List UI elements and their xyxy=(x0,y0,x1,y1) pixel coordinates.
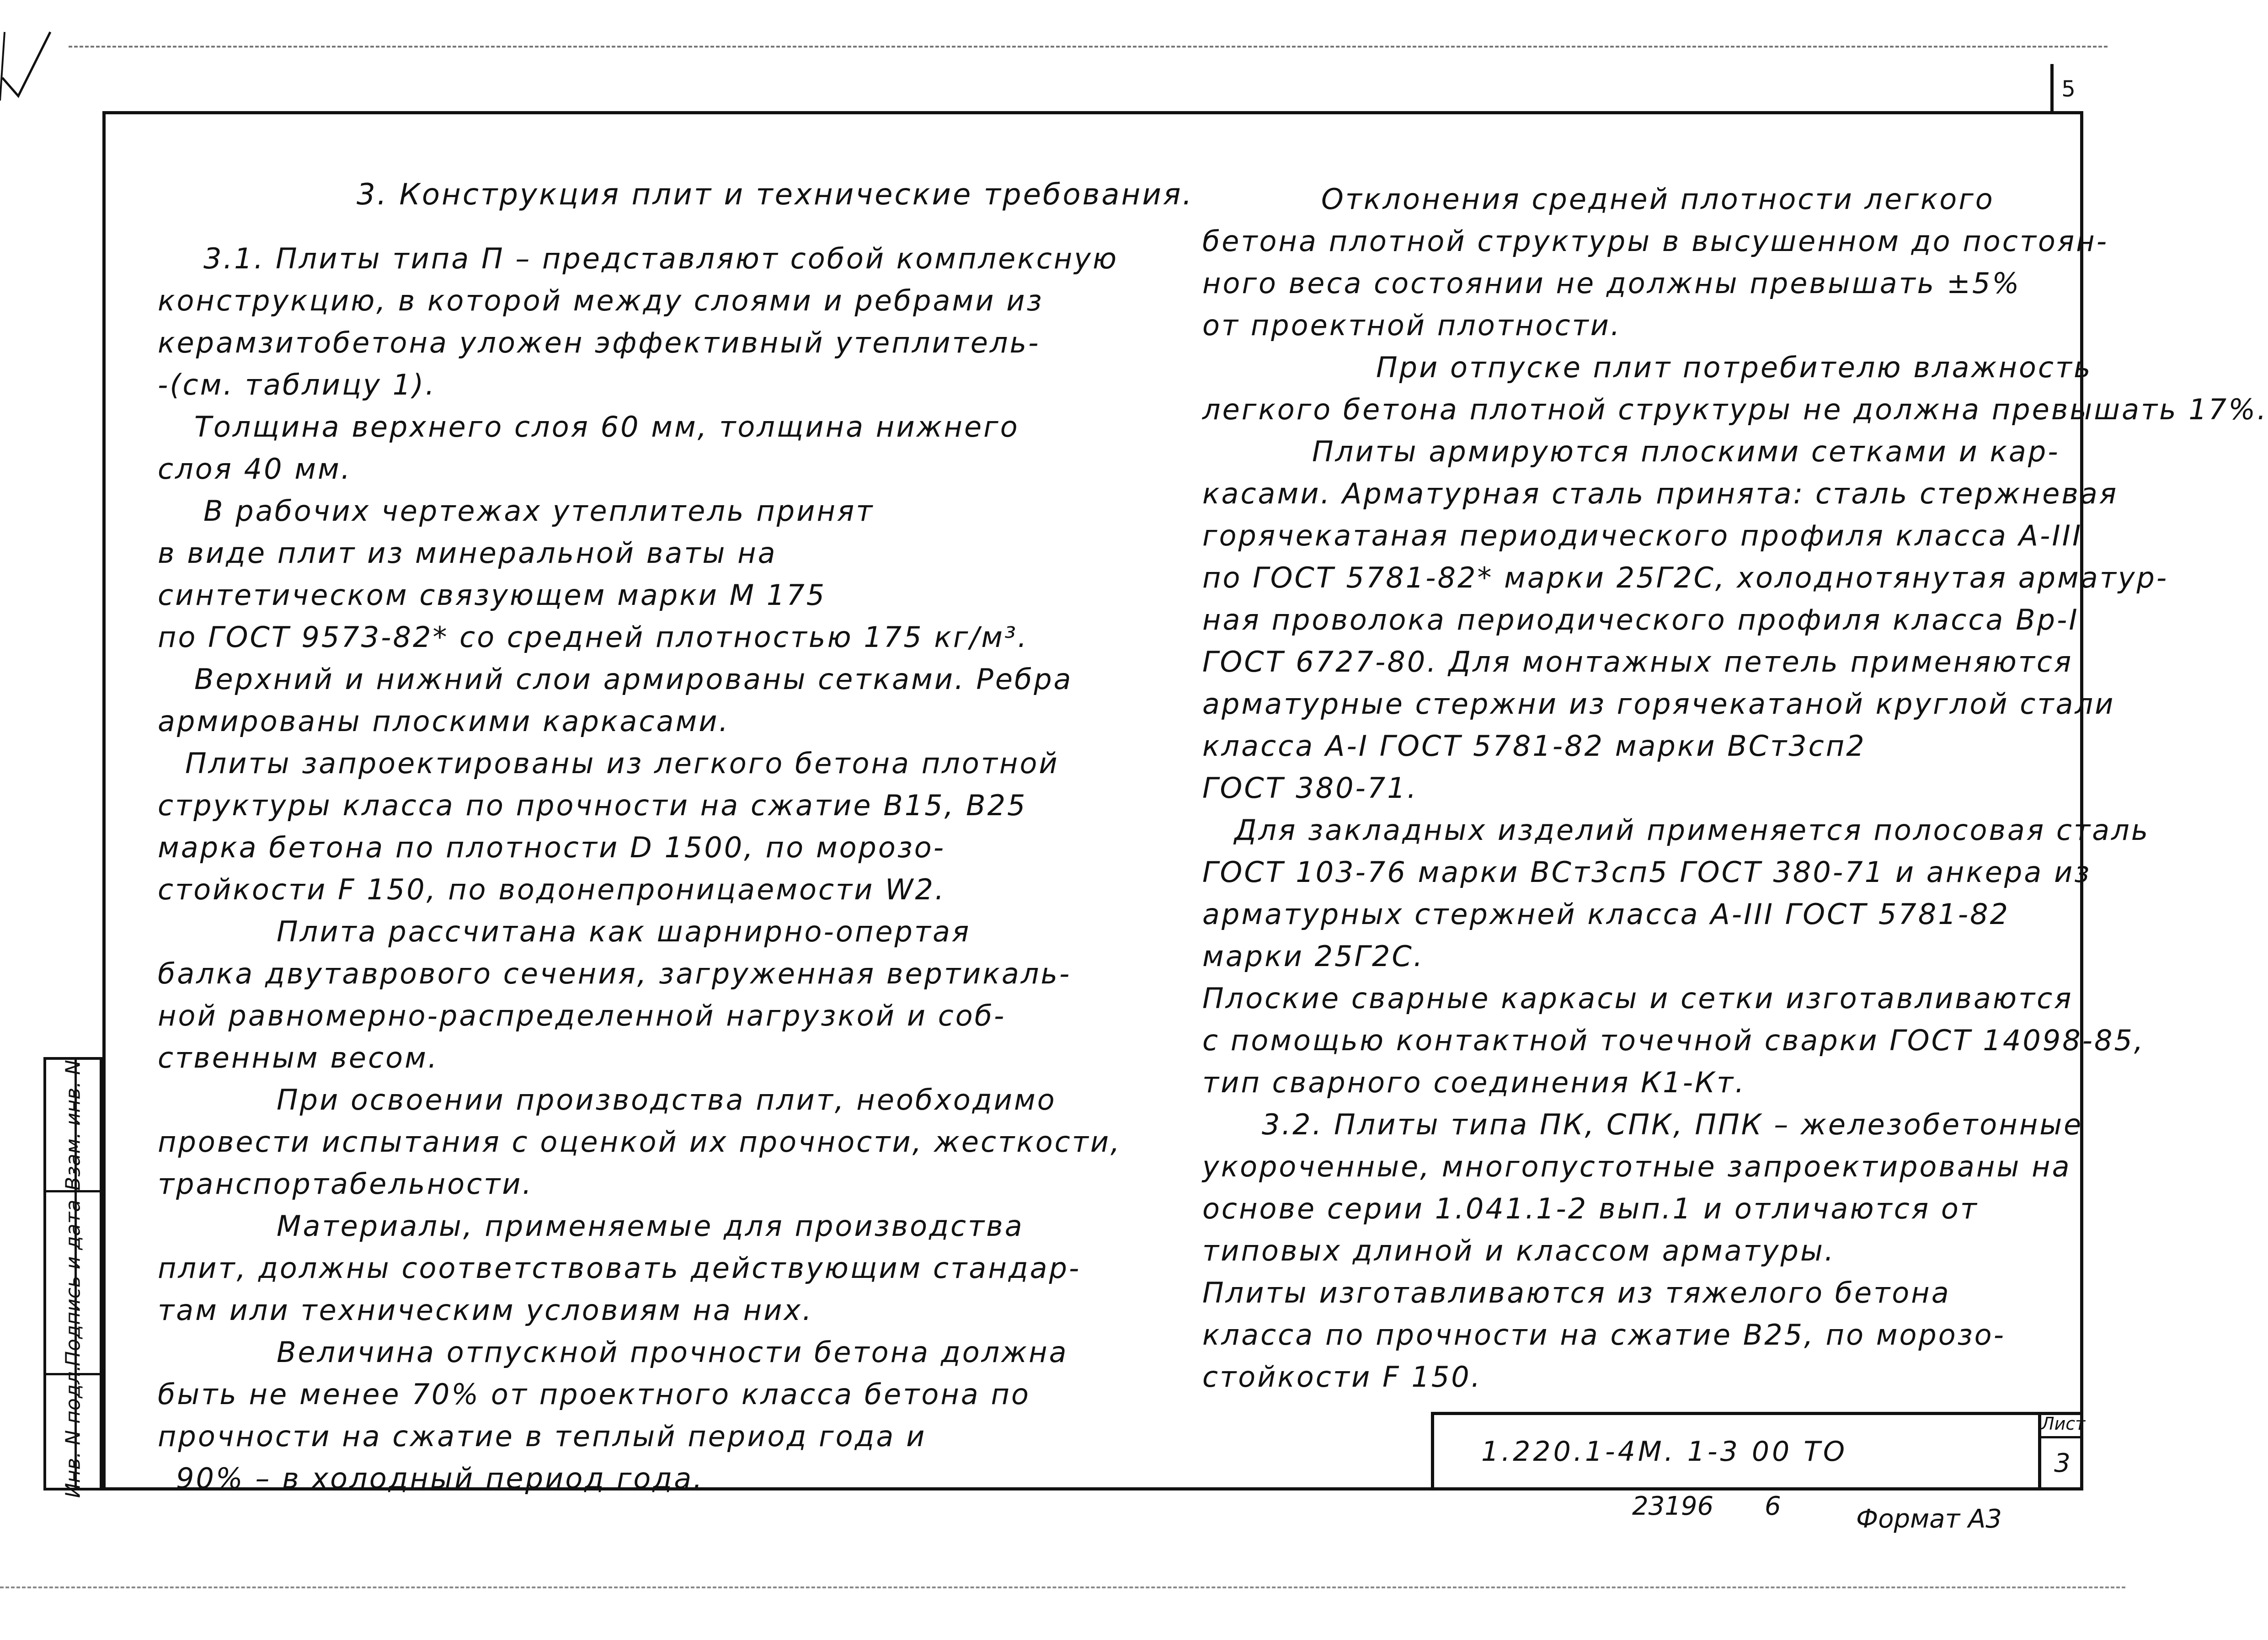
side-cell-signature xyxy=(46,1192,100,1375)
right-line: ГОСТ 6727-80. Для монтажных петель применяются xyxy=(1202,645,2073,678)
right-line: арматурные стержни из горячекатаной круглой стали xyxy=(1202,687,2115,721)
left-line: слоя 40 мм. xyxy=(158,452,352,486)
left-line: транспортабельности. xyxy=(158,1167,534,1201)
right-line: класса А-I ГОСТ 5781-82 марки ВСт3сп2 xyxy=(1202,729,1866,763)
side-label-inventory: Инв. N подл. xyxy=(61,1365,85,1498)
left-line: Плита рассчитана как шарнирно-опертая xyxy=(277,915,971,948)
left-line: Плиты запроектированы из легкого бетона плотной xyxy=(185,747,1059,780)
left-line: конструкцию, в которой между слоями и ребрами из xyxy=(158,284,1044,317)
left-line: прочности на сжатие в теплый период года и xyxy=(158,1420,927,1453)
side-cell-replacement xyxy=(46,1060,100,1192)
right-line: ная проволока периодического профиля класса Вр-I xyxy=(1202,603,2079,636)
left-line: керамзитобетона уложен эффективный утеплитель- xyxy=(158,326,1041,359)
page-sheet-number: 5 xyxy=(2050,64,2083,114)
left-line: армированы плоскими каркасами. xyxy=(158,705,730,738)
bottom-border-line xyxy=(0,1587,2125,1588)
left-line: Толщина верхнего слоя 60 мм, толщина нижнего xyxy=(194,410,1019,443)
right-line: арматурных стержней класса А-III ГОСТ 5781-82 xyxy=(1202,897,2010,931)
left-line: быть не менее 70% от проектного класса бетона по xyxy=(158,1378,1030,1411)
right-line: класса по прочности на сжатие В25, по морозо- xyxy=(1202,1318,2006,1352)
left-line: стойкости F 150, по водонепроницаемости W2. xyxy=(158,873,946,906)
right-line: Плиты изготавливаются из тяжелого бетона xyxy=(1202,1276,1951,1309)
left-line: провести испытания с оценкой их прочности, жесткости, xyxy=(158,1125,1121,1159)
right-line: Отклонения средней плотности легкого xyxy=(1321,182,1995,216)
left-heading-block xyxy=(357,174,1194,216)
left-line: ной равномерно-распределенной нагрузкой и соб- xyxy=(158,999,1006,1032)
left-line: структуры класса по прочности на сжатие В15, В25 xyxy=(158,789,1027,822)
right-line: Плиты армируются плоскими сетками и кар- xyxy=(1312,435,2060,468)
left-line: по ГОСТ 9573-82* со средней плотностью 175 кг/м³. xyxy=(158,620,1029,654)
right-line: типовых длиной и классом арматуры. xyxy=(1202,1234,1836,1267)
right-line: основе серии 1.041.1-2 вып.1 и отличаются от xyxy=(1202,1192,1979,1225)
left-line: марка бетона по плотности D 1500, по морозо- xyxy=(158,831,946,864)
right-line: стойкости F 150. xyxy=(1202,1360,1482,1394)
copy-number: 6 xyxy=(1765,1491,1781,1521)
left-line: балка двутаврового сечения, загруженная вертикаль- xyxy=(158,957,1072,990)
left-line: синтетическом связующем марки М 175 xyxy=(158,578,827,612)
right-line: Для закладных изделий применяется полосовая сталь xyxy=(1234,813,2150,847)
left-line: В рабочих чертежах утеплитель принят xyxy=(203,494,875,528)
left-line: в виде плит из минеральной ваты на xyxy=(158,536,777,570)
right-line: по ГОСТ 5781-82* марки 25Г2С, холоднотянутая арматур- xyxy=(1202,561,2169,594)
side-stamp xyxy=(43,1057,102,1498)
document-code: 1.220.1-4М. 1-3 00 ТО xyxy=(1481,1436,1848,1468)
right-line: легкого бетона плотной структуры не должна превышать 17%. xyxy=(1202,393,2268,426)
left-line: -(см. таблицу 1). xyxy=(158,368,437,401)
right-line: марки 25Г2С. xyxy=(1202,940,1425,973)
left-line: ственным весом. xyxy=(158,1041,439,1074)
left-line: Величина отпускной прочности бетона должна xyxy=(277,1336,1068,1369)
section-heading: 3. Конструкция плит и технические требования. xyxy=(357,178,1194,212)
corner-check-mark xyxy=(0,27,55,101)
side-divider xyxy=(75,1060,77,1488)
side-cell-inventory xyxy=(46,1365,100,1498)
right-line: тип сварного соединения К1-Кт. xyxy=(1202,1066,1746,1099)
inventory-number: 23196 xyxy=(1632,1491,1714,1521)
sheet-label: Лист xyxy=(2038,1412,2083,1438)
left-line: 90% – в холодный период года. xyxy=(176,1462,704,1495)
left-line: Материалы, применяемые для производства xyxy=(277,1209,1024,1243)
side-label-replacement: Взам. инв. N xyxy=(61,1059,85,1191)
right-line: укороченные, многопустотные запроектированы на xyxy=(1202,1150,2071,1183)
left-line: там или техническим условиям на них. xyxy=(158,1293,813,1327)
right-line: ГОСТ 103-76 марки ВСт3сп5 ГОСТ 380-71 и анкера из xyxy=(1202,855,2092,889)
right-line: от проектной плотности. xyxy=(1202,309,1622,342)
right-line: касами. Арматурная сталь принята: сталь стержневая xyxy=(1202,477,2119,510)
top-border-line xyxy=(69,46,2108,48)
left-line: 3.1. Плиты типа П – представляют собой комплексную xyxy=(203,242,1119,275)
right-line: бетона плотной структуры в высушенном до постоян- xyxy=(1202,224,2109,258)
sheet-value: 3 xyxy=(2038,1438,2083,1490)
left-text-column xyxy=(158,238,1121,1500)
left-line: плит, должны соответствовать действующим стандар- xyxy=(158,1251,1081,1285)
right-line: При отпуске плит потребителю влажность xyxy=(1376,351,2092,384)
right-line: ного веса состоянии не должны превышать ±5% xyxy=(1202,267,2021,300)
left-line: Верхний и нижний слои армированы сетками. Ребра xyxy=(194,662,1073,696)
left-line: При освоении производства плит, необходимо xyxy=(277,1083,1057,1116)
format-label: Формат А3 xyxy=(1856,1504,2002,1534)
right-line: Плоские сварные каркасы и сетки изготавливаются xyxy=(1202,982,2073,1015)
right-text-column xyxy=(1202,178,2268,1398)
right-line: с помощью контактной точечной сварки ГОСТ 14098-85, xyxy=(1202,1024,2145,1057)
side-label-signature: Подпись и дата xyxy=(61,1199,85,1366)
right-line: ГОСТ 380-71. xyxy=(1202,771,1418,805)
right-line: горячекатаная периодического профиля класса А-III xyxy=(1202,519,2083,552)
right-line: 3.2. Плиты типа ПК, СПК, ППК – железобетонные xyxy=(1262,1108,2083,1141)
